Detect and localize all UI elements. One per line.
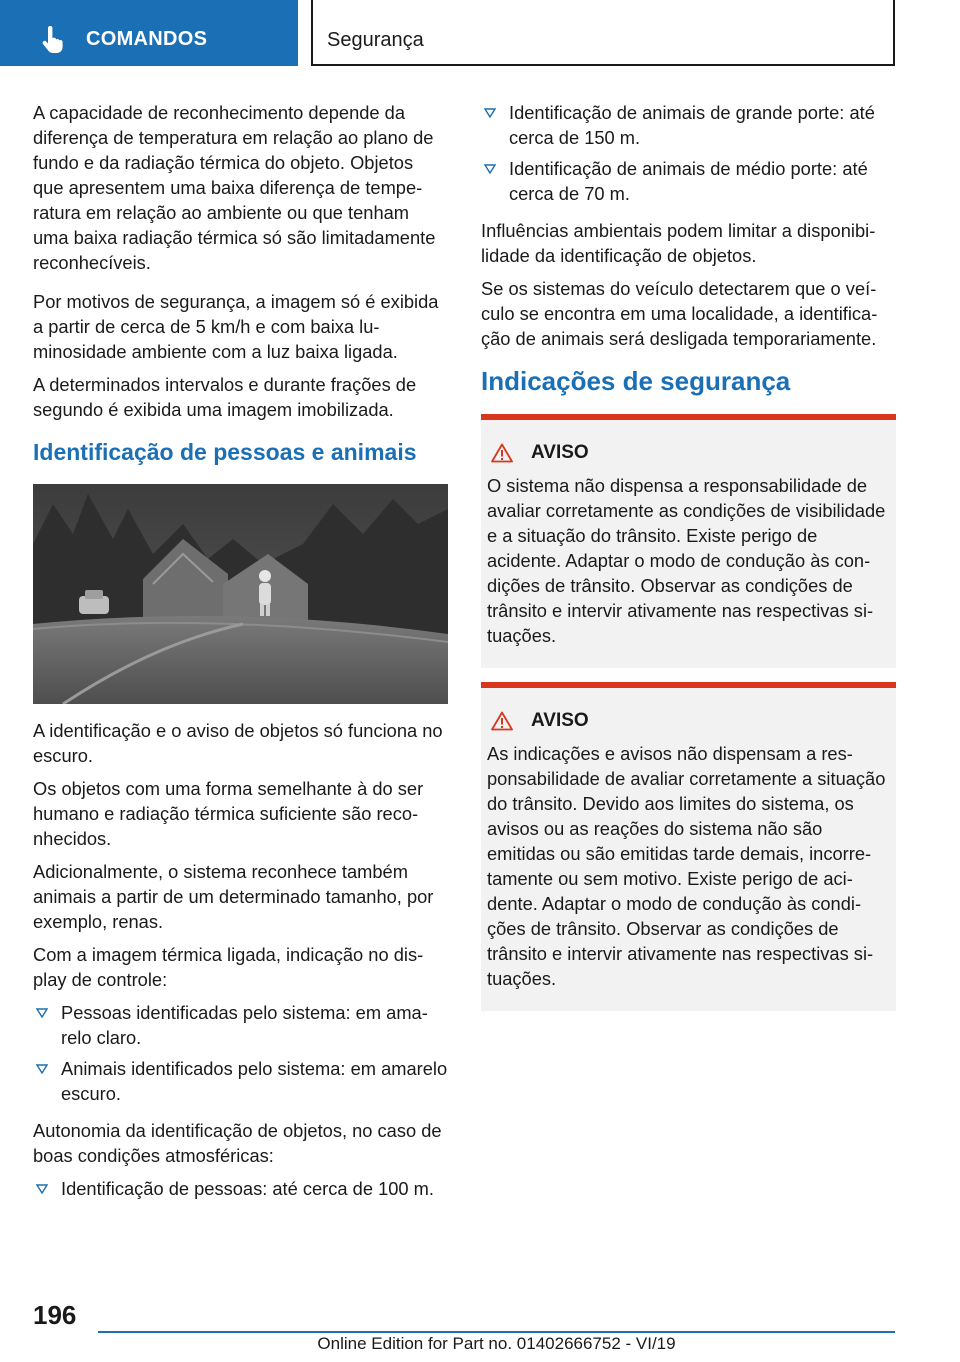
paragraph: Por motivos de segurança, a imagem só é exibida a partir de cerca de 5 km/h e com baixa luminosidade ambiente com a luz baixa ligada.: [33, 291, 439, 362]
triangle-bullet-icon: [36, 1184, 48, 1194]
list-item-text: Identificação de animais de médio porte: até cerca de 70 m.: [509, 158, 868, 204]
footer-divider: [98, 1331, 895, 1333]
paragraph: Adicionalmente, o sistema reconhece também animais a partir de um determinado tamanho, por exemplo, renas.: [33, 861, 434, 932]
list-item-text: Animais identificados pelo sistema: em amarelo escuro.: [61, 1058, 448, 1104]
list-item: [33, 1000, 448, 1050]
paragraph: Com a imagem térmica ligada, indicação no display de controle:: [33, 944, 424, 990]
list-item-text: Identificação de animais de grande porte: até cerca de 150 m.: [509, 102, 875, 148]
triangle-bullet-icon: [36, 1064, 48, 1074]
list-item: [33, 1056, 448, 1106]
warning-triangle-icon: [491, 711, 513, 731]
section-header: [311, 0, 895, 66]
paragraph: Os objetos com uma forma semelhante à do ser humano e radiação térmica suficiente são reconhecidos.: [33, 778, 424, 849]
list-item: [481, 156, 896, 206]
paragraph: A capacidade de reconhecimento depende da diferença de temperatura em relação ao plano de fundo e da radiação térmica do objeto. Objetos que apresentem uma baixa diferença de temperatura em relação ao ambiente ou que tenham uma baixa radiação térmica só são limitadamente reconhecíveis.: [33, 102, 436, 273]
chapter-tab: [0, 0, 298, 66]
right-column: [481, 100, 896, 1025]
paragraph: A identificação e o aviso de objetos só funciona no escuro.: [33, 720, 443, 766]
bullet-list: [33, 1176, 448, 1201]
section-heading: Identificação de pessoas e animais: [33, 439, 417, 465]
warning-title-text: AVISO: [531, 442, 589, 463]
paragraph: Influências ambientais podem limitar a disponibilidade da identificação de objetos.: [481, 220, 876, 266]
list-item: [33, 1176, 448, 1201]
triangle-bullet-icon: [484, 108, 496, 118]
paragraph: Se os sistemas do veículo detectarem que o veículo se encontra em uma localidade, a identificação de animais será desligada temporariamente.: [481, 278, 878, 349]
thermal-image-illustration: [33, 484, 448, 704]
warning-body: O sistema não dispensa a responsabilidade de avaliar corretamente as condições de visibilidade e a situação do trânsito. Existe perigo de acidente. Adaptar o modo de condução às condições de trânsito. Observar as condições de trânsito e intervir ativamente nas respectivas situações.: [487, 475, 886, 646]
list-item: [481, 100, 896, 150]
triangle-bullet-icon: [484, 164, 496, 174]
section-heading: Indicações de segurança: [481, 366, 791, 396]
page-number: 196: [33, 1300, 77, 1330]
paragraph: Autonomia da identificação de objetos, no caso de boas condições atmosféricas:: [33, 1120, 442, 1166]
paragraph: A determinados intervalos e durante frações de segundo é exibida uma imagem imobilizada.: [33, 374, 417, 420]
chapter-label: COMANDOS: [86, 28, 208, 50]
warning-body: As indicações e avisos não dispensam a responsabilidade de avaliar corretamente a situação do trânsito. Devido aos limites do sistema, os avisos ou as reações do sistema não são emitidas ou são emitidas tarde demais, incorretamente ou sem motivo. Existe perigo de acidente. Adaptar o modo de condução às condições de trânsito. Observar as condições de trânsito e intervir ativamente nas respectivas situações.: [487, 743, 886, 989]
triangle-bullet-icon: [36, 1008, 48, 1018]
warning-title: [487, 440, 888, 465]
footer-edition: Online Edition for Part no. 01402666752 - VI/19: [317, 1334, 676, 1353]
bullet-list: [33, 1000, 448, 1106]
warning-triangle-icon: [491, 443, 513, 463]
list-item-text: Pessoas identificadas pelo sistema: em amarelo claro.: [61, 1002, 428, 1048]
warning-box: [481, 682, 896, 1011]
warning-title-text: AVISO: [531, 710, 589, 731]
bullet-list: [481, 100, 896, 206]
touch-hand-icon: [40, 26, 66, 54]
section-label: Segurança: [327, 29, 424, 51]
left-column: [33, 100, 448, 1213]
list-item-text: Identificação de pessoas: até cerca de 100 m.: [61, 1178, 434, 1199]
warning-box: [481, 414, 896, 668]
warning-title: [487, 708, 888, 733]
